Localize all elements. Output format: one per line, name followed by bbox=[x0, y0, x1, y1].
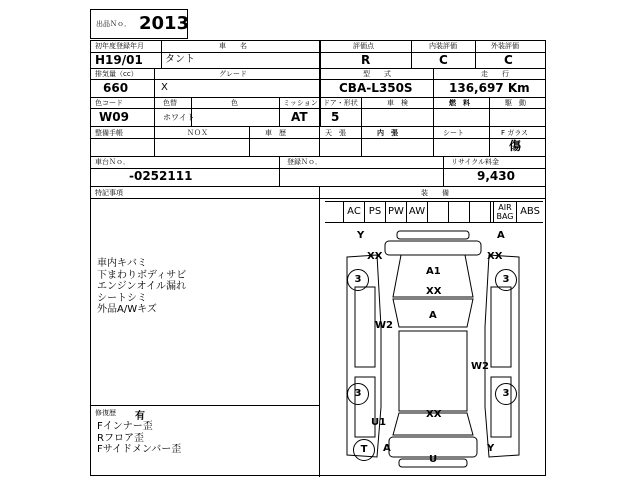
damage-mark: A bbox=[497, 230, 505, 241]
interior-value: C bbox=[439, 53, 448, 67]
grade-label: グレード bbox=[219, 70, 247, 78]
damage-mark: Y bbox=[357, 230, 365, 241]
history-label: 車 歴 bbox=[265, 129, 286, 137]
nox-label: ＮＯＸ bbox=[187, 129, 208, 137]
note-item: エンジンオイル漏れ bbox=[97, 281, 186, 292]
seat-label: シート bbox=[443, 129, 464, 137]
damage-mark: U bbox=[429, 454, 438, 465]
tire-rear-right: 3 bbox=[495, 383, 517, 405]
damage-mark: Y bbox=[487, 443, 495, 454]
glass-label: F ガラス bbox=[501, 129, 529, 137]
note-item: 下まわりボディサビ bbox=[97, 269, 187, 281]
damage-mark: W2 bbox=[375, 320, 393, 331]
lot-label: 出品Ｎｏ． bbox=[96, 20, 131, 28]
equipment-blank bbox=[469, 202, 491, 222]
score-value: R bbox=[361, 53, 371, 67]
color-label: 色 bbox=[231, 99, 238, 107]
exterior-label: 外装評価 bbox=[491, 42, 519, 50]
lot-number: 2013 bbox=[139, 13, 190, 34]
tire-rear-left: 3 bbox=[347, 383, 369, 405]
car-name-value: タント bbox=[165, 54, 195, 65]
recycle-value: 9,430 bbox=[477, 169, 515, 183]
mileage-label: 走 行 bbox=[481, 70, 509, 78]
equipment-aw: AW bbox=[406, 202, 427, 222]
exterior-value: C bbox=[504, 53, 513, 67]
spare-tire: T bbox=[353, 439, 375, 461]
recycle-label: リサイクル料金 bbox=[451, 158, 500, 166]
mileage-value: 136,697 Km bbox=[449, 81, 530, 95]
equipment-pw: PW bbox=[385, 202, 406, 222]
interior-trim-label: 内 張 bbox=[377, 129, 398, 137]
lot-box bbox=[90, 9, 188, 39]
drive-label: 駆 動 bbox=[505, 99, 526, 107]
first-reg-label: 初年度登録年月 bbox=[95, 42, 144, 50]
chassis-value: -0252111 bbox=[129, 169, 193, 183]
damage-mark: A bbox=[429, 310, 437, 321]
interior-label: 内装評価 bbox=[429, 42, 457, 50]
model-label: 型 式 bbox=[363, 70, 391, 78]
displacement-label: 排気量（cc） bbox=[95, 70, 138, 78]
transmission-label: ミッション bbox=[283, 99, 318, 107]
color-change-label: 色替 bbox=[163, 99, 177, 107]
car-diagram bbox=[327, 227, 539, 473]
repair-label: 修復歴 bbox=[95, 409, 116, 417]
chassis-label: 車台Ｎｏ． bbox=[95, 158, 130, 166]
damage-mark: A bbox=[383, 443, 391, 454]
color-value: ホワイト bbox=[163, 113, 195, 122]
equipment-ps: PS bbox=[364, 202, 385, 222]
damage-mark: U1 bbox=[371, 417, 387, 428]
notes-label: 特記事項 bbox=[95, 189, 123, 197]
damage-mark: XX bbox=[367, 251, 383, 262]
capacity-label: 車 検 bbox=[387, 99, 408, 107]
repair-list bbox=[97, 421, 312, 456]
manual-label: 整備手帳 bbox=[95, 129, 123, 137]
note-item: 車内キバミ bbox=[97, 258, 147, 269]
grade-value: X bbox=[161, 82, 168, 93]
first-reg-value: H19/01 bbox=[95, 53, 143, 67]
equipment-blank bbox=[427, 202, 448, 222]
note-item: シートシミ bbox=[97, 292, 147, 304]
equipment-row bbox=[325, 201, 543, 223]
note-item: 外品A/Wキズ bbox=[97, 304, 157, 315]
roof-label: 天 張 bbox=[325, 129, 346, 137]
equipment-abs: ABS bbox=[516, 202, 543, 222]
tire-front-left: 3 bbox=[347, 269, 369, 291]
color-code-label: 色コード bbox=[95, 99, 123, 107]
damage-mark: XX bbox=[426, 409, 442, 420]
model-value: CBA-L350S bbox=[339, 81, 413, 95]
equipment-blank bbox=[448, 202, 469, 222]
color-code-value: W09 bbox=[99, 110, 129, 124]
repair-item: Fインナー歪 bbox=[97, 421, 153, 432]
displacement-value: 660 bbox=[103, 81, 129, 95]
doors-value: 5 bbox=[331, 110, 340, 124]
repair-item: Rフロア歪 bbox=[97, 432, 144, 444]
tire-front-right: 3 bbox=[495, 269, 517, 291]
glass-value: 傷 bbox=[509, 139, 522, 153]
car-name-label: 車 名 bbox=[219, 42, 247, 50]
equipment-ac: AC bbox=[343, 202, 364, 222]
fuel-label: 燃 料 bbox=[449, 99, 470, 107]
damage-mark: XX bbox=[426, 286, 442, 297]
transmission-value: AT bbox=[291, 110, 308, 124]
damage-mark: A1 bbox=[426, 266, 441, 277]
damage-mark: W2 bbox=[471, 361, 489, 372]
doors-label: ドア・形状 bbox=[323, 99, 358, 107]
damage-mark: XX bbox=[487, 251, 503, 262]
repair-value: 有 bbox=[135, 411, 145, 422]
repair-item: Fサイドメンバー歪 bbox=[97, 444, 182, 455]
equipment-label: 装 備 bbox=[421, 189, 449, 197]
notes-list bbox=[97, 258, 312, 316]
score-label: 評価点 bbox=[353, 42, 374, 50]
regno-label: 登録Ｎｏ． bbox=[287, 158, 322, 166]
auction-sheet bbox=[90, 40, 546, 476]
equipment-airbag: AIR BAG bbox=[493, 202, 516, 223]
